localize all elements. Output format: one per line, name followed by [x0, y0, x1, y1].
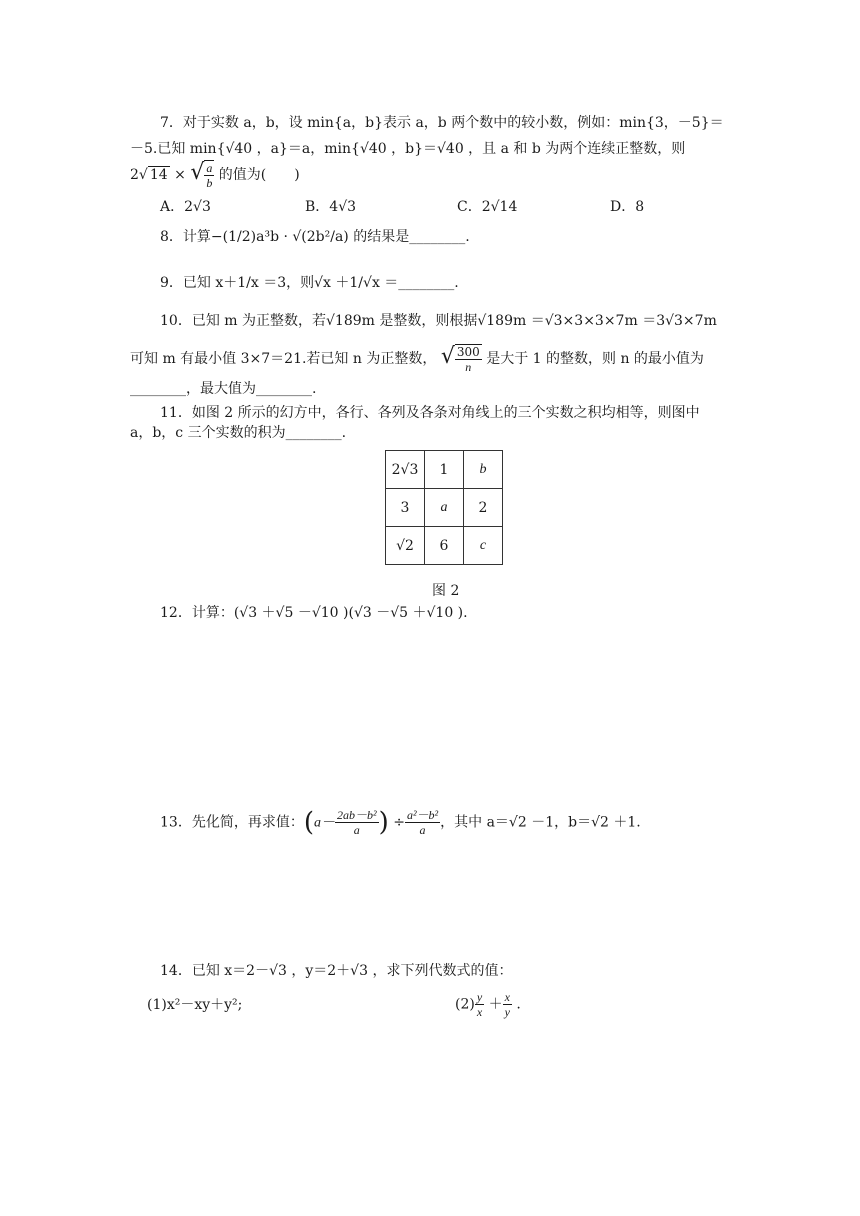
q10-line3: ________，最大值为________.: [130, 381, 317, 397]
q14-frac2: [503, 990, 512, 1019]
q7-radicand: 14: [149, 167, 168, 183]
magic-cell: 2√3: [386, 451, 425, 489]
q7-tail: 的值为( ): [218, 167, 300, 183]
q7-option-a: A．2√3: [160, 199, 211, 215]
q10-frac-num: 300: [456, 345, 480, 359]
sqrt-sign-large: √: [190, 160, 205, 185]
q11-line1: 11．如图 2 所示的幻方中，各行、各列及各条对角线上的三个实数之积均相等，则图中: [160, 405, 700, 421]
magic-cell: 1: [425, 451, 464, 489]
q12-line: 12．计算：(√3 ＋√5 －√10 )(√3 －√5 ＋√10 ).: [160, 605, 468, 621]
q8-pre: 8．计算: [160, 229, 211, 245]
q7-frac-den: b: [206, 176, 213, 190]
q7-coef: 2: [130, 167, 139, 183]
q14-sub2-pre: (2): [455, 996, 475, 1013]
magic-cell: a: [425, 489, 464, 527]
q14-sub1: (1)x²－xy＋y²;: [147, 997, 243, 1013]
q14-line1: 14．已知 x＝2－√3 ，y＝2＋√3 ，求下列代数式的值：: [160, 963, 513, 979]
magic-cell: 3: [386, 489, 425, 527]
q14-sub2: [455, 990, 521, 1019]
q14-frac2-num: x: [504, 990, 510, 1004]
q8-line: [160, 228, 470, 246]
sqrt-sign-large: √: [440, 344, 455, 369]
q10-line2-post: 是大于 1 的整数，则 n 的最小值为: [486, 351, 704, 367]
q8-post: 的结果是________.: [348, 229, 470, 245]
q7-fraction: [204, 160, 214, 190]
q14-plus: ＋: [484, 996, 503, 1013]
q14-sub2-post: .: [511, 996, 521, 1013]
q7-option-b: B．4√3: [305, 199, 357, 215]
q13-fraction1: [335, 808, 379, 837]
q10-line1: 10．已知 m 为正整数，若√189m 是整数，则根据√189m ＝√3×3×3×7m ＝3√3×7m: [160, 313, 717, 329]
q11-line2: a，b，c 三个实数的积为________.: [130, 425, 347, 441]
magic-cell: 2: [464, 489, 503, 527]
magic-row: [386, 527, 503, 565]
magic-cell: 6: [425, 527, 464, 565]
q13-div: ÷: [388, 814, 405, 831]
q10-line2-pre: 可知 m 有最小值 3×7＝21.若已知 n 为正整数，: [130, 351, 437, 367]
magic-cell: c: [464, 527, 503, 565]
magic-cell: √2: [386, 527, 425, 565]
q8-expr: −(1/2)a³b · √(2b²/a): [210, 229, 349, 245]
q7-line1: 7．对于实数 a，b，设 min{a，b}表示 a，b 两个数中的较小数，例如：min{3，－5}＝: [160, 115, 724, 131]
left-paren: (: [303, 807, 314, 838]
q7-times: ×: [169, 167, 186, 183]
q7-line3: [130, 160, 300, 190]
q13-frac2-num: a²－b²: [406, 808, 439, 822]
sqrt-sign: √: [138, 167, 148, 183]
q7-line2: －5.已知 min{√40 ，a}＝a，min{√40 ，b}＝√40 ，且 a 和 b 为两个连续正整数，则: [130, 141, 686, 157]
q13-pre: 13．先化简，再求值：: [160, 814, 304, 831]
magic-cell: b: [464, 451, 503, 489]
magic-square: [385, 450, 503, 565]
magic-row: [386, 451, 503, 489]
q13-fraction2: [405, 808, 440, 837]
q10-fraction: [455, 344, 482, 374]
q13-line: [160, 808, 641, 837]
magic-row: [386, 489, 503, 527]
q7-option-d: D．8: [610, 199, 645, 215]
figure-caption: 图 2: [432, 583, 460, 599]
q13-frac1-num: 2ab－b²: [336, 808, 377, 822]
q7-frac-num: a: [206, 161, 213, 175]
q13-frac1-den: a: [353, 823, 360, 837]
q13-frac2-den: a: [419, 823, 426, 837]
right-paren: ): [378, 807, 389, 838]
q14-frac2-den: y: [504, 1005, 510, 1019]
q13-post: ，其中 a＝√2 －1，b＝√2 ＋1.: [440, 814, 641, 831]
q14-frac1-num: y: [476, 990, 483, 1004]
q14-frac1: [475, 990, 484, 1019]
q10-frac-den: n: [465, 360, 472, 374]
q7-option-c: C．2√14: [457, 199, 518, 215]
q13-paren-a: a－: [313, 815, 335, 831]
q10-line2: [130, 344, 704, 374]
q9-line: 9．已知 x＋1/x ＝3，则√x ＋1/√x ＝________.: [160, 275, 459, 291]
q14-frac1-den: x: [476, 1005, 483, 1019]
